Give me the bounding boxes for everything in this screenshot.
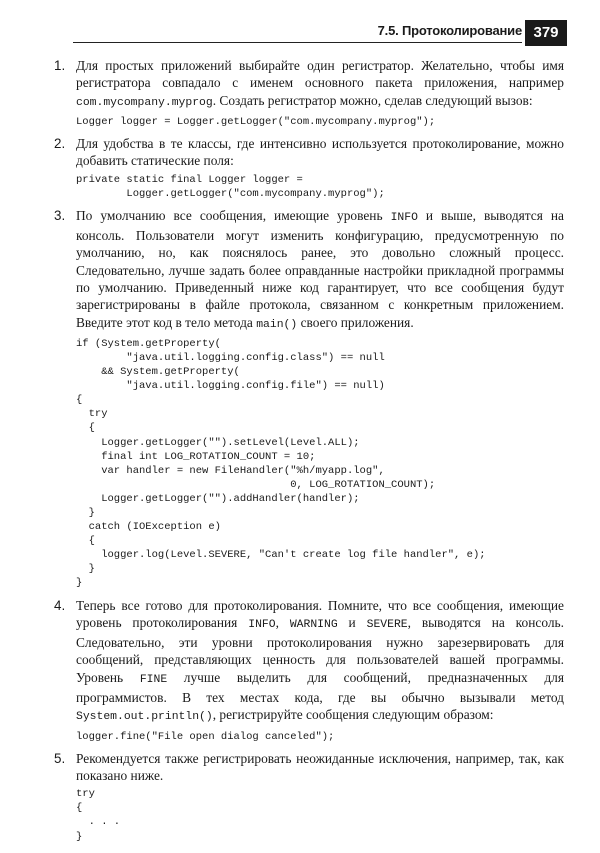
inline-code: System.out.println()	[76, 711, 213, 724]
page-body	[54, 57, 564, 850]
inline-code: com.mycompany.myprog	[76, 96, 213, 109]
running-header	[0, 20, 600, 46]
text-run: Рекомендуется также регистрировать неожиданные исключения, например, так, как показано ниже.	[76, 750, 564, 783]
inline-code: INFO	[390, 211, 418, 224]
inline-code: FINE	[139, 673, 168, 686]
item-number: 5.	[54, 750, 66, 766]
text-run: ,	[275, 614, 290, 630]
item-text	[76, 207, 564, 334]
code-block: logger.fine("File open dialog canceled");	[76, 730, 335, 743]
inline-code: SEVERE	[366, 618, 408, 631]
list-item-1	[54, 57, 564, 129]
inline-code: INFO	[248, 618, 276, 631]
text-run: Для удобства в те классы, где интенсивно используется протоколирование, можно добавить статические поля:	[76, 135, 564, 169]
code-block: if (System.getProperty( "java.util.logging.config.class") == null && System.getProperty( "java.util.logging.config.file") == null) { try { Logger.getLogger("").setLevel(Level.ALL); final int LOG_ROTATION_COUNT = 10; var handler = new FileHandler("%h/myapp.log", 0, LOG_ROTATION_COUNT); Logger.getLogger("").addHandler(handler); } catch (IOException e) { logger.log(Level.SEVERE, "Can't create log file handler", e); } }	[76, 337, 486, 590]
list-item-3	[54, 207, 564, 591]
text-run: По умолчанию все сообщения, имеющие уровень	[76, 207, 391, 223]
item-number: 3.	[54, 207, 66, 223]
text-run: и выше, выводятся на консоль. Пользователи могут изменить конфигурацию, предусмотренную по умолчанию, но, как пояснялось ранее, это довольно сложный процесс. Следовательно, лучше задать более оправданные настройки прикладной программы по умолчанию. Приведенный ниже код гарантирует, что все сообщения будут зарегистрированы в файле протокола, связанном с конкретным приложением. Введите этот код в тело метода	[76, 207, 565, 330]
page-number: 379	[525, 20, 567, 46]
code-block: private static final Logger logger = Logger.getLogger("com.mycompany.myprog");	[76, 173, 385, 200]
text-run: , выводятся на консоль. Следовательно, эти уровни протоколирования нужно зарезервировать для сообщений, представляющих ценность для пользователей вашей программы. Уровень	[76, 614, 564, 685]
list-item-4	[54, 597, 564, 744]
text-run: своего приложения.	[297, 314, 414, 330]
code-block: Logger logger = Logger.getLogger("com.mycompany.myprog");	[76, 115, 436, 128]
text-run: . Создать регистратор можно, сделав следующий вызов:	[212, 92, 533, 108]
item-number: 2.	[54, 135, 66, 151]
item-text	[76, 135, 564, 170]
item-number: 4.	[54, 597, 66, 613]
text-run: и	[337, 614, 367, 630]
text-run: Для простых приложений выбирайте один регистратор. Желательно, чтобы имя регистратора совпадало с именем основного пакета приложения, например	[76, 58, 564, 91]
item-text	[76, 597, 564, 727]
section-title: 7.5. Протоколирование	[377, 23, 522, 38]
inline-code: WARNING	[289, 618, 338, 631]
text-run: , регистрируйте сообщения следующим образом:	[212, 707, 494, 723]
text-run: лучше выделить для сообщений, предназначенных для программистов. В тех местах кода, где вы обычно вызывали метод	[76, 669, 564, 706]
header-rule	[73, 42, 522, 43]
item-number: 1.	[54, 58, 66, 73]
inline-code: main()	[256, 318, 298, 331]
item-text	[76, 750, 564, 785]
item-text	[76, 57, 564, 112]
text-run: Теперь все готово для протоколирования. Помните, что все сообщения, имеющие уровень протоколирования	[76, 597, 564, 630]
list-item-2	[54, 135, 564, 201]
code-block: try { . . . }	[76, 788, 121, 843]
list-item-5	[54, 750, 564, 844]
